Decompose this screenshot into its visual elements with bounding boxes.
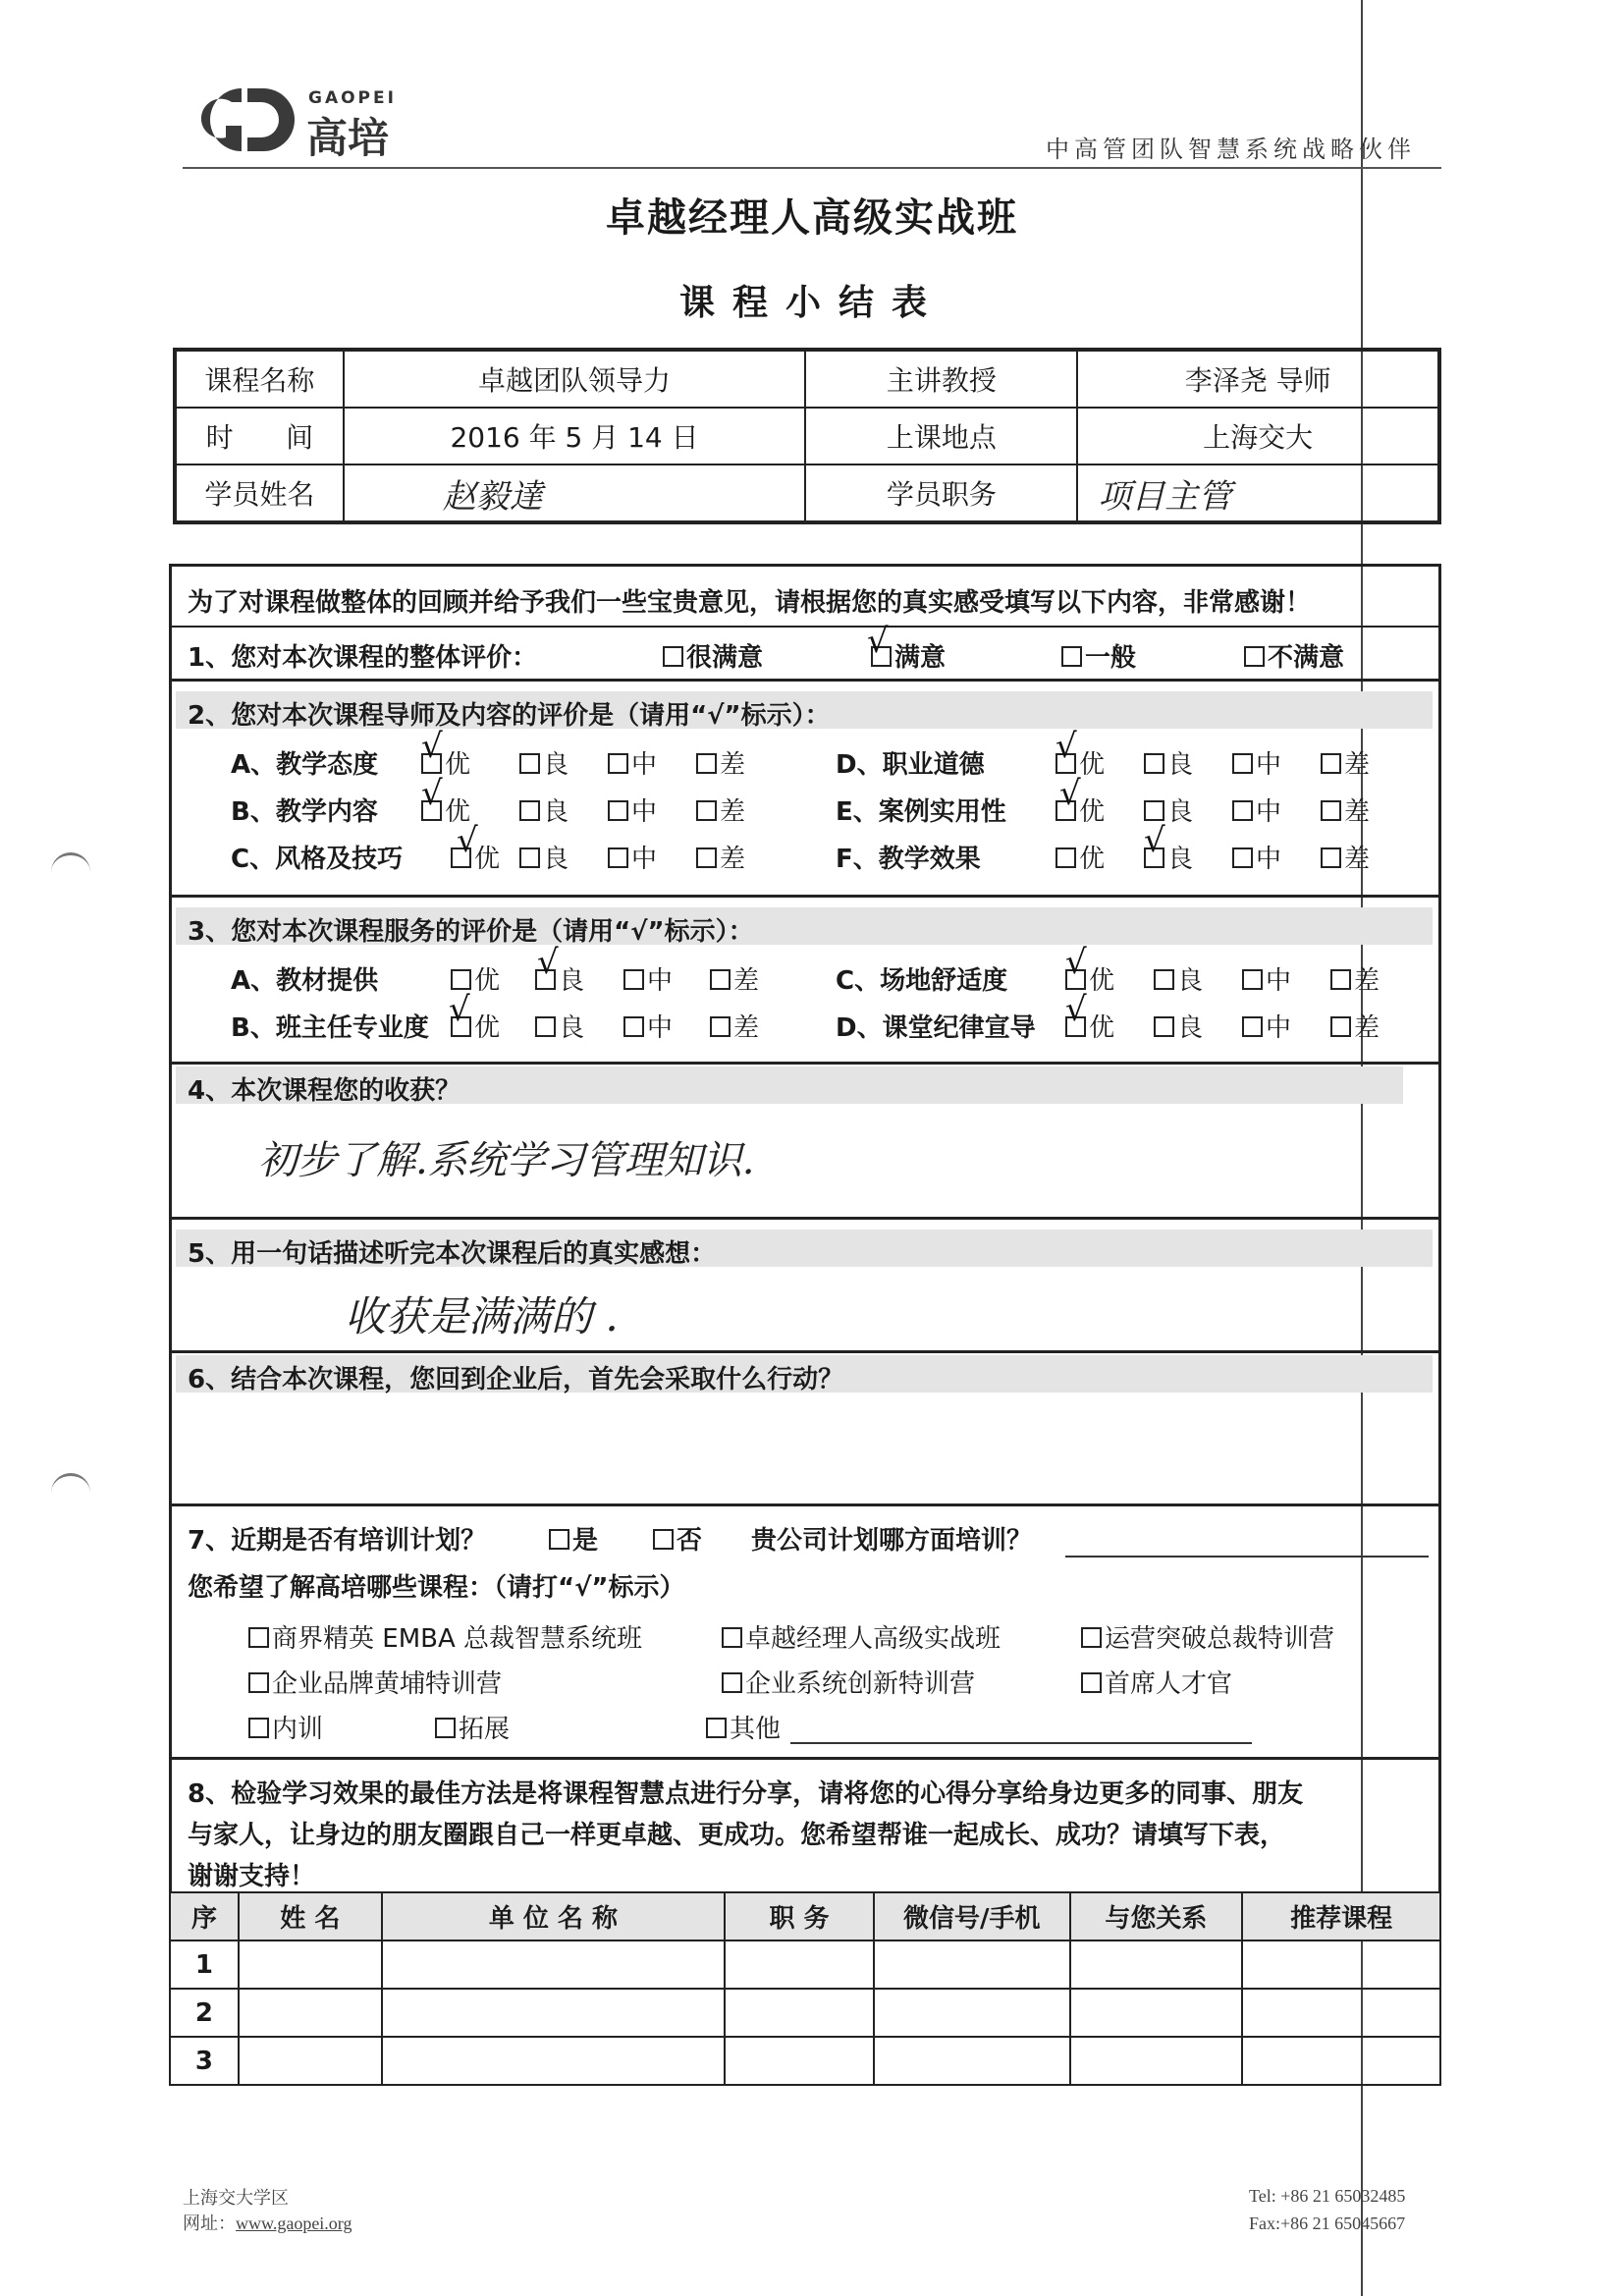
logo-text-cn: 高培 — [306, 114, 390, 162]
check-mark-icon: √ — [421, 727, 443, 766]
cell-input[interactable] — [382, 1941, 725, 1989]
time-label: 时 间 — [175, 408, 344, 465]
q2-e-grade-3[interactable]: 中 — [1232, 792, 1281, 828]
check-mark-icon: √ — [1065, 943, 1087, 982]
q2-c-grade-1[interactable]: 优 — [451, 839, 500, 875]
cell-input[interactable] — [239, 1941, 382, 1989]
q2-label: 2、您对本次课程导师及内容的评价是（请用“√”标示）： — [188, 701, 831, 731]
row-number: 3 — [170, 2037, 239, 2085]
q3-c-grade-3[interactable]: 中 — [1242, 960, 1291, 997]
cell-input[interactable] — [1070, 2037, 1243, 2085]
student-name-field[interactable]: 赵毅達 — [344, 465, 806, 522]
table-row — [170, 1989, 1440, 2037]
q3-a-grade-2[interactable]: 良 — [535, 960, 584, 997]
course-info-table — [173, 348, 1441, 524]
section-training-plan — [169, 1506, 1441, 1760]
q3-b-grade-3[interactable]: 中 — [623, 1008, 673, 1044]
q6-answer-field[interactable] — [188, 1402, 1415, 1491]
cell-input[interactable] — [1070, 1941, 1243, 1989]
q1-option-very-satisfied[interactable]: 很满意 — [663, 637, 763, 674]
binder-hole-mark — [51, 1473, 90, 1502]
col-header-wechat: 微信号/手机 — [874, 1892, 1070, 1941]
q2-e-grade-4[interactable]: 差 — [1321, 792, 1370, 828]
q2-item-f: F、教学效果 — [836, 845, 981, 874]
check-mark-icon: √ — [537, 943, 559, 982]
cell-input[interactable] — [725, 1941, 874, 1989]
q3-a-grade-1[interactable]: 优 — [451, 960, 500, 997]
q2-b-grade-2[interactable]: 良 — [519, 792, 568, 828]
section-teacher-evaluation — [169, 682, 1441, 898]
q2-item-e: E、案例实用性 — [836, 797, 1006, 827]
q2-item-a: A、教学态度 — [231, 750, 379, 780]
header-rule — [183, 167, 1441, 169]
cell-input[interactable] — [382, 2037, 725, 2085]
table-row — [170, 1941, 1440, 1989]
check-mark-icon: √ — [1144, 821, 1165, 860]
q2-f-grade-2[interactable]: 良 — [1144, 839, 1193, 875]
course-name-value: 卓越团队领导力 — [344, 350, 806, 408]
q7-plan-answer-line[interactable] — [1065, 1556, 1429, 1558]
q2-item-c: C、风格及技巧 — [231, 845, 404, 874]
q2-f-grade-4[interactable]: 差 — [1321, 839, 1370, 875]
cell-input[interactable] — [725, 2037, 874, 2085]
col-header-name: 姓 名 — [239, 1892, 382, 1941]
tagline: 中高管团队智慧系统战略伙伴 — [1046, 136, 1416, 163]
course-option-internal[interactable]: 内训 — [248, 1709, 323, 1745]
q3-b-grade-2[interactable]: 良 — [535, 1008, 584, 1044]
col-header-course: 推荐课程 — [1242, 1892, 1440, 1941]
student-name-label: 学员姓名 — [175, 465, 344, 522]
q1-label: 1、您对本次课程的整体评价： — [188, 643, 538, 673]
q8-text-line-1: 8、检验学习效果的最佳方法是将课程智慧点进行分享，请将您的心得分享给身边更多的同事、朋友 — [188, 1779, 1304, 1809]
q2-e-grade-2[interactable]: 良 — [1144, 792, 1193, 828]
checkbox-icon — [663, 646, 683, 667]
q2-d-grade-3[interactable]: 中 — [1232, 744, 1281, 781]
cell-input[interactable] — [1242, 1989, 1440, 2037]
website-link[interactable]: www.gaopei.org — [236, 2214, 352, 2233]
q1-option-unsatisfied[interactable]: 不满意 — [1244, 637, 1344, 674]
q3-b-grade-1[interactable]: 优 — [451, 1008, 500, 1044]
q3-c-grade-1[interactable]: 优 — [1065, 960, 1114, 997]
cell-input[interactable] — [239, 1989, 382, 2037]
q8-text-line-3: 谢谢支持！ — [188, 1862, 316, 1891]
q3-item-b: B、班主任专业度 — [231, 1013, 429, 1043]
cell-input[interactable] — [239, 2037, 382, 2085]
section-overall — [169, 564, 1441, 682]
q2-b-grade-4[interactable]: 差 — [696, 792, 745, 828]
intro-text: 为了对课程做整体的回顾并给予我们一些宝贵意见，请根据您的真实感受填写以下内容，非常感谢！ — [188, 588, 1312, 618]
row-number: 1 — [170, 1941, 239, 1989]
lecturer-label: 主讲教授 — [805, 350, 1077, 408]
col-header-company: 单 位 名 称 — [382, 1892, 725, 1941]
location-label: 上课地点 — [805, 408, 1077, 465]
cell-input[interactable] — [1242, 2037, 1440, 2085]
q2-a-grade-4[interactable]: 差 — [696, 744, 745, 781]
check-mark-icon: √ — [1056, 727, 1077, 766]
q4-answer-field[interactable]: 初步了解.系统学习管理知识. — [258, 1138, 755, 1183]
q7-option-no[interactable]: 否 — [653, 1520, 702, 1557]
gaopei-logo-icon — [183, 82, 300, 157]
q3-a-grade-4[interactable]: 差 — [710, 960, 759, 997]
section-service-evaluation — [169, 898, 1441, 1065]
q2-f-grade-1[interactable]: 优 — [1056, 839, 1105, 875]
document-subtitle: 课程小结表 — [678, 283, 945, 323]
course-option-operations[interactable]: 运营突破总裁特训营 — [1081, 1618, 1334, 1655]
check-mark-icon: √ — [867, 622, 889, 661]
cell-input[interactable] — [382, 1989, 725, 2037]
q3-d-grade-4[interactable]: 差 — [1330, 1008, 1380, 1044]
section-referral — [169, 1760, 1441, 1893]
lecturer-value: 李泽尧 导师 — [1077, 350, 1439, 408]
q2-b-grade-1[interactable]: 优 — [421, 792, 470, 828]
q3-d-grade-1[interactable]: 优 — [1065, 1008, 1114, 1044]
q8-text-line-2: 与家人，让身边的朋友圈跟自己一样更卓越、更成功。您希望帮谁一起成长、成功？请填写下表， — [188, 1821, 1286, 1850]
check-mark-icon: √ — [421, 774, 443, 813]
q3-d-grade-2[interactable]: 良 — [1154, 1008, 1203, 1044]
course-option-brand[interactable]: 企业品牌黄埔特训营 — [248, 1664, 502, 1700]
q7-courses-label: 您希望了解高培哪些课程：（请打“√”标示） — [188, 1573, 685, 1603]
student-position-field[interactable]: 项目主管 — [1077, 465, 1439, 522]
q2-f-grade-3[interactable]: 中 — [1232, 839, 1281, 875]
document-title: 卓越经理人高级实战班 — [606, 195, 1018, 241]
logo-text-en: GAOPEI — [308, 88, 397, 108]
q2-c-grade-4[interactable]: 差 — [696, 839, 745, 875]
binder-hole-mark — [51, 852, 90, 881]
q6-label: 6、结合本次课程，您回到企业后，首先会采取什么行动？ — [188, 1365, 844, 1394]
section-feelings — [169, 1220, 1441, 1353]
q7-label: 7、近期是否有培训计划？ — [188, 1526, 487, 1556]
q2-d-grade-4[interactable]: 差 — [1321, 744, 1370, 781]
q3-c-grade-4[interactable]: 差 — [1330, 960, 1380, 997]
col-header-relationship: 与您关系 — [1070, 1892, 1243, 1941]
course-option-other[interactable]: 其他 — [706, 1709, 781, 1745]
q2-e-grade-1[interactable]: 优 — [1056, 792, 1105, 828]
checkbox-icon — [1061, 646, 1082, 667]
q1-option-satisfied[interactable]: 满意 — [871, 637, 946, 674]
time-value: 2016 年 5 月 14 日 — [344, 408, 806, 465]
cell-input[interactable] — [1070, 1989, 1243, 2037]
q2-d-grade-1[interactable]: 优 — [1056, 744, 1105, 781]
cell-input[interactable] — [1242, 1941, 1440, 1989]
table-row — [170, 2037, 1440, 2085]
cell-input[interactable] — [874, 1989, 1070, 2037]
footer-tel: Tel: +86 21 65032485 — [1249, 2186, 1406, 2206]
cell-input[interactable] — [874, 2037, 1070, 2085]
q2-c-grade-2[interactable]: 良 — [519, 839, 568, 875]
course-option-cto[interactable]: 首席人才官 — [1081, 1664, 1232, 1700]
location-value: 上海交大 — [1077, 408, 1439, 465]
q5-label: 5、用一句话描述听完本次课程后的真实感想： — [188, 1239, 717, 1269]
q2-a-grade-1[interactable]: 优 — [421, 744, 470, 781]
footer-fax: Fax:+86 21 65045667 — [1249, 2214, 1406, 2233]
q3-c-grade-2[interactable]: 良 — [1154, 960, 1203, 997]
q7-option-yes[interactable]: 是 — [549, 1520, 598, 1557]
q2-b-grade-3[interactable]: 中 — [608, 792, 657, 828]
cell-input[interactable] — [874, 1941, 1070, 1989]
q3-label: 3、您对本次课程服务的评价是（请用“√”标示）： — [188, 917, 754, 947]
q4-label: 4、本次课程您的收获？ — [188, 1076, 461, 1106]
q2-c-grade-3[interactable]: 中 — [608, 839, 657, 875]
q3-d-grade-3[interactable]: 中 — [1242, 1008, 1291, 1044]
q3-a-grade-3[interactable]: 中 — [623, 960, 673, 997]
q2-a-grade-3[interactable]: 中 — [608, 744, 657, 781]
q3-b-grade-4[interactable]: 差 — [710, 1008, 759, 1044]
course-other-answer-line[interactable] — [790, 1742, 1252, 1744]
course-option-innovation[interactable]: 企业系统创新特训营 — [722, 1664, 975, 1700]
q3-item-a: A、教材提供 — [231, 966, 379, 996]
student-position-label: 学员职务 — [805, 465, 1077, 522]
q5-answer-field[interactable]: 收获是满满的 . — [345, 1292, 619, 1340]
section-actions — [169, 1353, 1441, 1506]
referral-table — [169, 1891, 1441, 2086]
section-gains — [169, 1065, 1441, 1220]
q2-item-b: B、教学内容 — [231, 797, 378, 827]
q7-plan-label: 贵公司计划哪方面培训？ — [751, 1526, 1033, 1556]
course-option-outdoor[interactable]: 拓展 — [435, 1709, 510, 1745]
q3-item-c: C、场地舒适度 — [836, 966, 1008, 996]
col-header-no: 序 — [170, 1892, 239, 1941]
row-number: 2 — [170, 1989, 239, 2037]
q2-a-grade-2[interactable]: 良 — [519, 744, 568, 781]
q2-item-d: D、职业道德 — [836, 750, 985, 780]
check-mark-icon: √ — [449, 990, 470, 1029]
check-mark-icon: √ — [1059, 774, 1081, 813]
course-option-manager-class[interactable]: 卓越经理人高级实战班 — [722, 1618, 1001, 1655]
footer-campus: 上海交大学区 — [183, 2188, 289, 2208]
check-mark-icon: √ — [457, 821, 478, 860]
q1-option-average[interactable]: 一般 — [1061, 637, 1136, 674]
cell-input[interactable] — [725, 1989, 874, 2037]
q3-item-d: D、课堂纪律宣导 — [836, 1013, 1036, 1043]
check-mark-icon: √ — [1065, 990, 1087, 1029]
course-name-label: 课程名称 — [175, 350, 344, 408]
course-option-emba[interactable]: 商界精英 EMBA 总裁智慧系统班 — [248, 1618, 642, 1655]
checkbox-icon — [1244, 646, 1265, 667]
footer-website: 网址：www.gaopei.org — [183, 2214, 352, 2233]
q2-d-grade-2[interactable]: 良 — [1144, 744, 1193, 781]
col-header-title: 职 务 — [725, 1892, 874, 1941]
